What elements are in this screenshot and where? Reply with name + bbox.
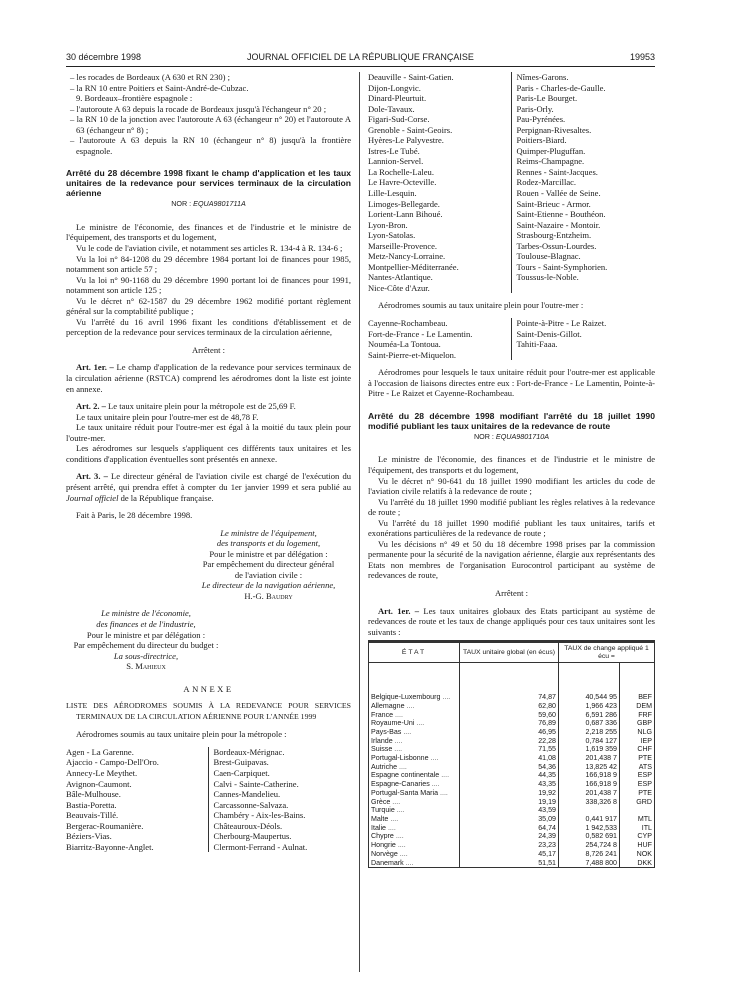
aerodrome-item: Calvi - Sainte-Catherine. [213, 778, 299, 789]
considerant: Le ministre de l'économie, des finances et de l'industrie et le ministre de l'équipement, des transports et du logement, [368, 454, 655, 475]
considerant: Vu le code de l'aviation civile, et notamment ses articles R. 134-4 à R. 134-6 ; [76, 243, 343, 254]
table-row [369, 780, 655, 789]
cell-etat [369, 702, 460, 711]
art2-paragraph: Les aérodromes sur lesquels s'appliquent ces différents taux unitaires et les conditions d'application éventuelles sont présentés en annexe. [66, 443, 351, 464]
aerodrome-item: Beauvais-Tillé. [66, 810, 119, 821]
cell-taux-unitaire: 54,36 [460, 763, 559, 772]
aerodrome-item: Rennes - Saint-Jacques. [516, 166, 598, 177]
cell-devise: ITL [620, 824, 655, 833]
leader-dots: .... [390, 797, 401, 806]
table-row [369, 771, 655, 780]
cell-taux-change: 201,438 7 [559, 789, 620, 798]
cell-etat [369, 815, 460, 824]
leader-dots: .... [438, 788, 448, 797]
route-item: – les rocades de Bordeaux (A 630 et RN 230) ; [70, 72, 230, 82]
cell-devise: BEF [620, 663, 655, 702]
cell-devise: CHF [620, 745, 655, 754]
aerodromes-column-d [512, 72, 656, 293]
header-page-number: 19953 [629, 52, 655, 62]
aerodrome-item: Tours - Saint-Symphorien. [516, 261, 608, 272]
aerodrome-item: Pointe-à-Pitre - Le Raizet. [516, 318, 607, 329]
table-row [369, 663, 655, 702]
aerodrome-item: Bastia-Poretta. [66, 799, 117, 810]
etat-name: Grèce [371, 797, 391, 806]
arrete1-arretent: Arrêtent : [192, 344, 225, 355]
etat-name: Espagne-Canaries [371, 780, 430, 789]
aerodrome-item: Cannes-Mandelieu. [213, 789, 281, 800]
article-text: Les taux unitaires globaux des Etats participant au système de redevances de route et les taux de change appliqués pour ces taux unitaires sont les suivants : [368, 605, 655, 637]
aerodrome-item: Lille-Lesquin. [368, 188, 417, 199]
table-row [369, 832, 655, 841]
arrete2-arretent: Arrêtent : [495, 587, 528, 598]
cell-devise: PTE [620, 754, 655, 763]
cell-etat [369, 719, 460, 728]
aerodrome-item: Dijon-Longvic. [368, 82, 421, 93]
cell-taux-unitaire: 43,35 [460, 780, 559, 789]
plein-outremer-label: Aérodromes soumis au taux unitaire plein pour l'outre-mer : [378, 300, 584, 311]
aerodrome-item: Figari-Sud-Corse. [368, 114, 430, 125]
cell-etat [369, 850, 460, 859]
header-journal-title: JOURNAL OFFICIEL DE LA RÉPUBLIQUE FRANÇAISE [247, 52, 474, 62]
etat-name: Malte [371, 815, 389, 823]
arrete1-article-1 [66, 362, 351, 394]
route-item: – l'autoroute A 63 depuis la rocade de Bordeaux jusqu'à l'échangeur n° 20 ; [70, 103, 327, 114]
leader-dots: .... [397, 849, 408, 858]
cell-taux-unitaire: 35,09 [460, 815, 559, 824]
fait-a-paris: Fait à Paris, le 28 décembre 1998. [76, 510, 193, 521]
cell-taux-change: 13,825 42 [559, 763, 620, 772]
leader-dots: .... [428, 754, 439, 763]
aerodrome-item: Caen-Carpiquet. [213, 767, 270, 778]
cell-devise: ESP [620, 771, 655, 780]
arrete2-article-1 [368, 606, 655, 638]
etat-name: Suisse [371, 745, 393, 754]
cell-etat [369, 754, 460, 763]
arrete1-article-3 [66, 471, 351, 503]
aerodrome-item: Paris-Orly. [516, 103, 554, 114]
cell-devise [620, 806, 655, 815]
aerodromes-column-b [209, 747, 352, 852]
etat-name: Allemagne [371, 701, 405, 710]
page-header [66, 52, 655, 66]
cell-taux-change: 40,544 95 [559, 663, 620, 702]
leader-dots: .... [388, 815, 399, 823]
aerodrome-item: Nouméa-La Tontoua. [368, 339, 441, 350]
arrete2-nor [368, 432, 655, 443]
left-column [66, 72, 351, 852]
header-rule [66, 66, 655, 67]
aerodrome-item: Paris-Le Bourget. [516, 93, 578, 104]
cell-devise: ESP [620, 780, 655, 789]
leader-dots: .... [401, 727, 412, 736]
table-row [369, 850, 655, 859]
aerodrome-item: Agen - La Garenne. [66, 746, 134, 757]
sig-line: Le ministre de l'économie, [101, 608, 191, 619]
leader-dots: .... [393, 710, 403, 719]
etat-name: Danemark [371, 858, 404, 867]
aerodrome-item: Saint-Brieuc - Armor. [516, 198, 591, 209]
sig-line: des transports et du logement, [216, 538, 321, 549]
cell-devise: FRF [620, 711, 655, 720]
cell-taux-change: 1,966 423 [559, 702, 620, 711]
considerant: Vu la loi n° 84-1208 du 29 décembre 1984 portant loi de finances pour 1985, notamment son article 57 ; [66, 253, 351, 275]
cell-devise: PTE [620, 789, 655, 798]
nor-code: EQUA9801711A [193, 199, 246, 209]
cell-taux-unitaire: 19,92 [460, 789, 559, 798]
route-list [66, 72, 351, 156]
aerodrome-item: Cherbourg-Maupertus. [213, 831, 292, 842]
aerodrome-item: Marseille-Provence. [368, 240, 438, 251]
cell-devise: GRD [620, 798, 655, 807]
aerodrome-item: Grenoble - Saint-Geoirs. [368, 124, 453, 135]
cell-taux-unitaire: 76,89 [460, 719, 559, 728]
etat-name: Belgique-Luxembourg [371, 693, 441, 702]
table-row [369, 798, 655, 807]
table-row [369, 859, 655, 868]
aerodrome-item: Metz-Nancy-Lorraine. [368, 251, 446, 262]
cell-taux-unitaire: 51,51 [460, 859, 559, 868]
table-header-row [369, 642, 655, 663]
annexe-heading: ANNEXE [183, 683, 234, 694]
cell-taux-change: 7,488 800 [559, 859, 620, 868]
etat-name: Italie [371, 823, 386, 832]
annexe-title: LISTE DES AÉRODROMES SOUMIS À LA REDEVANCE POUR SERVICES TERMINAUX DE LA CIRCULATION AÉRIENNE POUR L'ANNÉE 1999 [66, 701, 351, 721]
leader-dots: .... [385, 823, 396, 832]
sig-line: Pour le ministre et par délégation : [209, 548, 328, 559]
aerodrome-item: Rouen - Vallée de Seine. [516, 188, 601, 199]
aerodrome-item: Toussus-le-Noble. [516, 272, 579, 283]
cell-taux-change: 166,918 9 [559, 771, 620, 780]
article-text: de la République française. [118, 492, 214, 503]
table-row [369, 824, 655, 833]
cell-taux-unitaire: 71,55 [460, 745, 559, 754]
etat-name: Turquie [371, 806, 395, 815]
taux-unitaires-table [368, 640, 655, 868]
cell-taux-change: 0,784 127 [559, 737, 620, 746]
sig-line: Par empêchement du directeur général [202, 559, 335, 570]
considerant: Le ministre de l'économie, des finances et de l'industrie et le ministre de l'équipement, des transports et du logement, [66, 221, 351, 243]
table-row [369, 719, 655, 728]
aerodrome-item: Lyon-Bron. [368, 219, 408, 230]
cell-devise: DEM [620, 702, 655, 711]
aerodromes-column-a [66, 747, 209, 852]
table-row [369, 806, 655, 815]
cell-taux-unitaire: 46,95 [460, 728, 559, 737]
aerodrome-item: Rodez-Marcillac. [516, 177, 577, 188]
cell-etat [369, 663, 460, 702]
sig-line: des finances et de l'industrie, [96, 618, 196, 629]
aerodrome-item: Poitiers-Biard. [516, 135, 567, 146]
considerant: Vu le décret n° 90-641 du 18 juillet 1990 modifiant les articles du code de l'aviation civile relatifs à la redevance de route ; [368, 475, 655, 497]
considerant: Vu l'arrêté du 18 juillet 1990 modifié publiant les règles relatives à la redevance de route ; [368, 496, 655, 518]
right-column [368, 72, 655, 868]
route-item: – la RN 10 entre Poitiers et Saint-André-de-Cubzac. [70, 82, 249, 93]
cell-devise: DKK [620, 859, 655, 868]
sig-name: H.-G. Baudry [244, 590, 293, 601]
aerodrome-item: Limoges-Bellegarde. [368, 198, 440, 209]
leader-dots: .... [393, 832, 404, 841]
aerodrome-item: Biarritz-Bayonne-Anglet. [66, 841, 154, 852]
aerodrome-item: Lannion-Servel. [368, 156, 424, 167]
aerodrome-item: Paris - Charles-de-Gaulle. [516, 82, 606, 93]
cell-etat [369, 832, 460, 841]
cell-taux-unitaire: 62,80 [460, 702, 559, 711]
cell-taux-unitaire: 24,39 [460, 832, 559, 841]
cell-taux-change: 2,218 255 [559, 728, 620, 737]
table-row [369, 702, 655, 711]
aerodrome-item: Carcassonne-Salvaza. [213, 799, 289, 810]
cell-taux-unitaire: 41,08 [460, 754, 559, 763]
etat-name: Chypre [371, 832, 394, 841]
aerodromes-column-c [368, 72, 512, 293]
table-row [369, 841, 655, 850]
aerodrome-item: Cayenne-Rochambeau. [368, 318, 448, 329]
outremer-column-a [368, 318, 512, 360]
table-row [369, 711, 655, 720]
leader-dots: .... [392, 745, 403, 754]
leader-dots: .... [440, 693, 451, 702]
arrete2-considerants [368, 454, 655, 581]
aerodrome-item: Lorient-Lann Bihoué. [368, 209, 443, 220]
cell-taux-change: 201,438 7 [559, 754, 620, 763]
aerodrome-item: Bordeaux-Mérignac. [213, 746, 285, 757]
nor-code: EQUA9801710A [495, 431, 550, 441]
etat-name: Autriche [371, 762, 398, 771]
cell-taux-unitaire: 19,19 [460, 798, 559, 807]
aerodrome-item: Ajaccio - Campo-Dell'Oro. [66, 757, 159, 768]
cell-devise: HUF [620, 841, 655, 850]
arrete1-title: Arrêté du 28 décembre 1998 fixant le champ d'application et les taux unitaires de la redevance pour services terminaux de la circulation aérienne [66, 168, 351, 199]
table-row [369, 815, 655, 824]
aerodrome-item: Saint-Nazaire - Montoir. [516, 219, 601, 230]
cell-devise: NOK [620, 850, 655, 859]
aerodrome-item: Chambéry - Aix-les-Bains. [213, 810, 306, 821]
cell-taux-change: 0,687 336 [559, 719, 620, 728]
cell-etat [369, 771, 460, 780]
aerodrome-item: Lyon-Satolas. [368, 230, 416, 241]
cell-devise: CYP [620, 832, 655, 841]
aerodromes-metropole-list [66, 747, 351, 852]
cell-etat [369, 789, 460, 798]
cell-devise: ATS [620, 763, 655, 772]
leader-dots: .... [394, 806, 405, 815]
cell-etat [369, 763, 460, 772]
aerodrome-item: Tahiti-Faaa. [516, 339, 558, 350]
aerodrome-item: Montpellier-Méditerranée. [368, 261, 459, 272]
cell-taux-unitaire: 43,59 [460, 806, 559, 815]
cell-etat [369, 859, 460, 868]
leader-dots: .... [404, 701, 415, 710]
considerant: Vu l'arrêté du 16 avril 1996 fixant les conditions d'établissement et de perception de la redevance pour services terminaux de la circulation aérienne, [66, 316, 351, 338]
table-row [369, 763, 655, 772]
sig-line: La sous-directrice, [113, 650, 179, 661]
sig-line: Le ministre de l'équipement, [220, 527, 317, 538]
cell-taux-unitaire: 22,28 [460, 737, 559, 746]
route-item: – l'autoroute A 63 depuis la RN 10 (échangeur n° 8) jusqu'à la frontière espagnole. [70, 135, 351, 156]
cell-etat [369, 841, 460, 850]
aerodrome-item: Avignon-Caumont. [66, 778, 132, 789]
header-taux-unitaire: TAUX unitaire global (en écus) [460, 642, 559, 663]
etat-name: Royaume-Uni [371, 719, 415, 728]
article-text: Le taux unitaire plein pour la métropole est de 25,69 F. [105, 401, 296, 412]
considerant: Vu la loi n° 90-1168 du 29 décembre 1990 portant loi de finances pour 1991, notamment son article 125 ; [66, 274, 351, 296]
cell-taux-unitaire: 74,87 [460, 663, 559, 702]
sig-line: Par empêchement du directeur du budget : [73, 640, 219, 651]
cell-etat [369, 824, 460, 833]
cell-taux-change: 0,582 691 [559, 832, 620, 841]
aerodrome-item: Bâle-Mulhouse. [66, 789, 121, 800]
article-label: Art. 3. – [76, 471, 108, 482]
arrete2-title: Arrêté du 28 décembre 1998 modifiant l'arrêté du 18 juillet 1990 modifié publiant les taux unitaires de la redevance de route [368, 410, 655, 431]
aerodrome-item: Bergerac-Roumanière. [66, 820, 144, 831]
article-label: Art. 1er. – [76, 362, 114, 373]
signature-equipement [186, 528, 351, 602]
cell-taux-change [559, 806, 620, 815]
aerodrome-item: Quimper-Pluguffan. [516, 145, 586, 156]
signature-economie [66, 608, 226, 671]
cell-etat [369, 780, 460, 789]
route-item: 9. Bordeaux–frontière espagnole : [76, 93, 193, 104]
etat-name: Espagne continentale [371, 771, 440, 780]
etat-name: Norvège [371, 849, 398, 858]
cell-taux-unitaire: 45,17 [460, 850, 559, 859]
header-etat: ÉTAT [369, 642, 460, 663]
aerodrome-item: Châteauroux-Déols. [213, 820, 283, 831]
aerodrome-item: Brest-Guipavas. [213, 757, 269, 768]
aerodrome-item: Deauville - Saint-Gatien. [368, 72, 454, 82]
aerodrome-item: Perpignan-Rivesaltes. [516, 124, 592, 135]
arrete1-nor [66, 199, 351, 210]
etat-name: Irlande [371, 736, 393, 745]
etat-name: Pays-Bas [371, 727, 402, 736]
cell-taux-change: 338,326 8 [559, 798, 620, 807]
sig-name: S. Mahieux [126, 661, 166, 672]
considerant: Vu l'arrêté du 18 juillet 1990 modifié publiant les taux unitaires, tarifs et exonérations particulières de la redevance de route ; [368, 517, 655, 539]
arrete1-article-2 [66, 401, 351, 412]
table-row [369, 728, 655, 737]
aerodrome-item: Tarbes-Ossun-Lourdes. [516, 240, 597, 251]
aerodrome-item: Reims-Champagne. [516, 156, 585, 167]
art2-paragraph: Le taux unitaire réduit pour l'outre-mer est égal à la moitié du taux plein pour l'outre-mer. [66, 422, 351, 443]
table-row [369, 754, 655, 763]
aerodromes-outremer-list [368, 318, 655, 360]
article-label: Art. 1er. – [378, 605, 420, 616]
etat-name: France [371, 710, 394, 719]
cell-taux-change: 8,726 241 [559, 850, 620, 859]
table-row [369, 745, 655, 754]
aerodrome-item: Saint-Etienne - Bouthéon. [516, 209, 606, 220]
sig-line: Pour le ministre et par délégation : [86, 629, 206, 640]
aerodrome-item: La Rochelle-Laleu. [368, 166, 434, 177]
cell-etat [369, 798, 460, 807]
leader-dots: .... [414, 719, 425, 728]
cell-taux-unitaire: 44,35 [460, 771, 559, 780]
leader-dots: .... [392, 736, 403, 745]
header-taux-change: TAUX de change appliqué 1 écu = [559, 642, 655, 663]
aerodrome-item: Nîmes-Garons. [516, 72, 569, 82]
leader-dots: .... [403, 858, 414, 867]
aerodrome-item: Toulouse-Blagnac. [516, 251, 581, 262]
cell-etat [369, 737, 460, 746]
cell-devise: GBP [620, 719, 655, 728]
article-text: Le champ d'application de la redevance pour services terminaux de la circulation aérienne (RSTCA) comprend les aérodromes dont la liste est jointe en annexe. [66, 362, 351, 394]
aerodrome-item: Le Havre-Octeville. [368, 177, 437, 188]
cell-taux-change: 166,918 9 [559, 780, 620, 789]
leader-dots: .... [429, 780, 440, 789]
considerant: Vu le décret n° 62-1587 du 29 décembre 1962 modifié portant règlement général sur la comptabilité publique ; [66, 295, 351, 317]
aerodrome-item: Hyères-Le Palyvestre. [368, 135, 444, 146]
aerodrome-item: Strasbourg-Entzheim. [516, 230, 592, 241]
cell-taux-change: 1,619 359 [559, 745, 620, 754]
taux-reduit-paragraph: Aérodromes pour lesquels le taux unitaire réduit pour l'outre-mer est applicable à l'occasion de liaisons directes entre eux : Fort-de-France - Le Lamentin, Pointe-à-Pitre - Le Raizet et Cayenne-Rochambeau. [368, 367, 655, 399]
cell-taux-change: 0,441 917 [559, 815, 620, 824]
header-date: 30 décembre 1998 [66, 52, 142, 62]
column-separator [359, 72, 360, 972]
arrete1-considerants [66, 222, 351, 338]
aerodrome-item: Fort-de-France - Le Lamentin. [368, 328, 473, 339]
outremer-column-b [512, 318, 656, 360]
route-item: – la RN 10 de la jonction avec l'autoroute A 63 (échangeur n° 20) et l'autoroute A 63 (échangeur n° 8) ; [70, 114, 351, 135]
leader-dots: .... [397, 762, 407, 771]
article-label: Art. 2. – [76, 401, 106, 412]
cell-etat [369, 728, 460, 737]
plein-metropole-label: Aérodromes soumis au taux unitaire plein pour la métropole : [76, 729, 287, 740]
cell-etat [369, 745, 460, 754]
etat-name: Portugal-Santa Maria [371, 788, 439, 797]
etat-name: Portugal-Lisbonne [371, 754, 429, 763]
cell-etat [369, 806, 460, 815]
nor-label: NOR : [171, 199, 194, 209]
table-row [369, 789, 655, 798]
cell-taux-change: 1 942,533 [559, 824, 620, 833]
leader-dots: .... [395, 841, 406, 850]
cell-taux-unitaire: 23,23 [460, 841, 559, 850]
table-row [369, 737, 655, 746]
aerodrome-item: Saint-Denis-Gillot. [516, 328, 582, 339]
aerodrome-item: Pau-Pyrénées. [516, 114, 566, 125]
cell-devise: NLG [620, 728, 655, 737]
aerodrome-item: Béziers-Vias. [66, 831, 112, 842]
journal-officiel-ref: Journal officiel [66, 492, 119, 503]
leader-dots: .... [439, 771, 450, 780]
aerodrome-item: Nice-Côte d'Azur. [368, 282, 430, 293]
aerodrome-item: Dinard-Pleurtuit. [368, 93, 427, 104]
aerodrome-item: Annecy-Le Meythet. [66, 767, 138, 778]
aerodrome-item: Dole-Tavaux. [368, 103, 415, 114]
sig-line: de l'aviation civile : [234, 569, 303, 580]
considerant: Vu les décisions n° 49 et 50 du 18 décembre 1998 prises par la commission permanente pour la sécurité de la navigation aérienne, élargie aux représentants des Etats non membres de l'organisation Eurocontrol participant au système de redevances de route, [368, 538, 655, 581]
cell-taux-change: 254,724 8 [559, 841, 620, 850]
nor-label: NOR : [473, 431, 496, 441]
sig-line: Le directeur de la navigation aérienne, [201, 580, 336, 591]
aerodrome-item: Clermont-Ferrand - Aulnat. [213, 841, 308, 852]
cell-taux-change: 6,591 286 [559, 711, 620, 720]
aerodrome-item: Istres-Le Tubé. [368, 145, 420, 156]
aerodromes-metropole-list-continued [368, 72, 655, 293]
aerodrome-item: Saint-Pierre-et-Miquelon. [368, 349, 457, 360]
cell-devise: IEP [620, 737, 655, 746]
aerodrome-item: Nantes-Atlantique. [368, 272, 433, 283]
cell-taux-unitaire: 64,74 [460, 824, 559, 833]
cell-etat [369, 711, 460, 720]
etat-name: Hongrie [371, 841, 396, 850]
cell-taux-unitaire: 59,60 [460, 711, 559, 720]
art2-paragraph: Le taux unitaire plein pour l'outre-mer est de 48,78 F. [76, 411, 259, 422]
article-text: Le directeur général de l'aviation civile est chargé de l'exécution du présent arrêté, qui prendra effet à compter du 1er janvier 1999 et sera publié au [66, 471, 351, 492]
cell-devise: MTL [620, 815, 655, 824]
